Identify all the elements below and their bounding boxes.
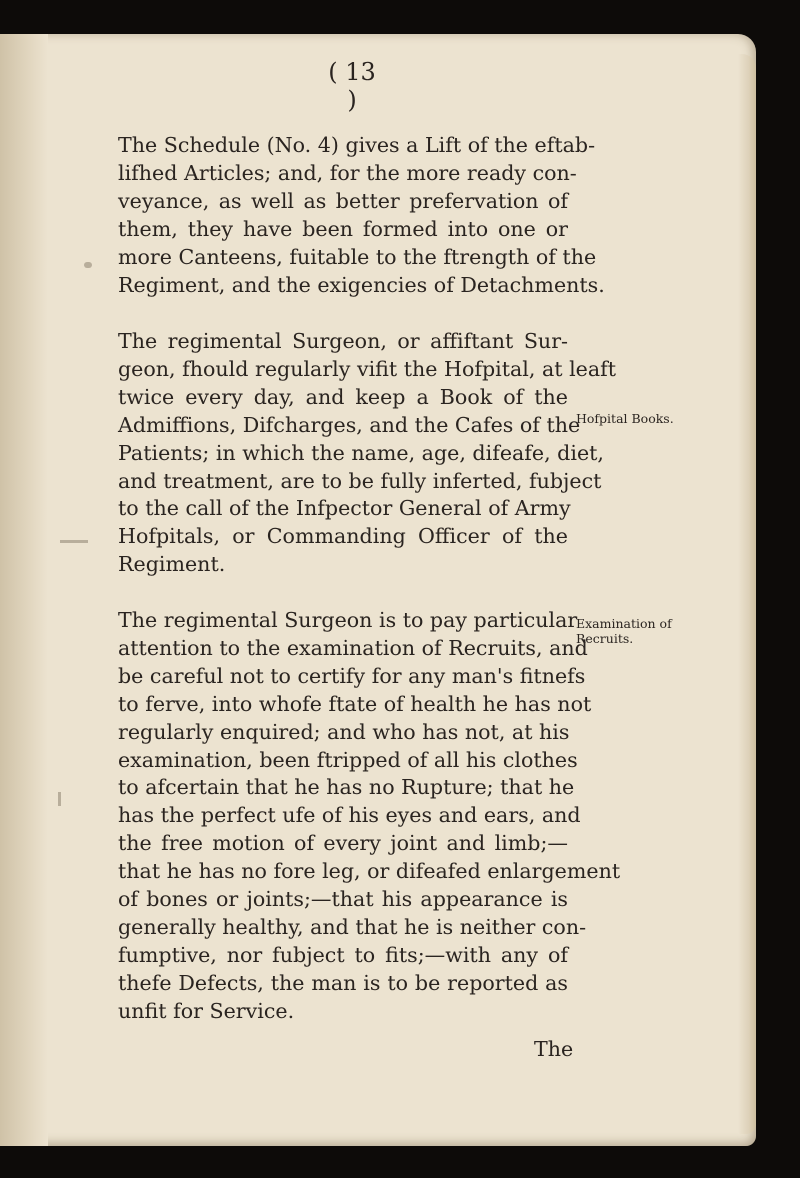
text-line: Admiffions, Difcharges, and the Cafes of the	[118, 412, 581, 437]
text-line: to the call of the Infpector General of Army	[118, 496, 571, 521]
text-line: attention to the examination of Recruits, and	[118, 635, 588, 660]
stain-mark	[84, 262, 92, 268]
page-gutter	[0, 34, 48, 1146]
text-line: veyance, as well as better prefervation of	[118, 188, 568, 213]
text-line: of bones or joints;—that his appearance is	[118, 887, 568, 912]
page-number: ( 13 )	[328, 58, 376, 114]
text-line: twice every day, and keep a Book of the	[118, 384, 568, 409]
text-line: lifhed Articles; and, for the more ready con-	[118, 160, 577, 185]
text-line: Hofpitals, or Commanding Officer of the	[118, 524, 568, 549]
paragraph-hospital-book	[118, 328, 617, 579]
text-line: The Schedule (No. 4) gives a Lift of the eftab-	[118, 133, 596, 157]
text-line: has the perfect ufe of his eyes and ears, and	[118, 803, 581, 828]
text-line: them, they have been formed into one or	[118, 216, 568, 241]
text-line: more Canteens, fuitable to the ftrength of the	[118, 244, 597, 269]
margin-note-line: Examination of	[576, 616, 672, 631]
text-line: Regiment.	[118, 552, 226, 577]
text-line: Patients; in which the name, age, difeafe, diet,	[118, 440, 604, 465]
margin-note-hospital-books: Hofpital Books.	[576, 411, 674, 426]
paragraph-recruits	[118, 607, 621, 1026]
text-line: and treatment, are to be fully inferted, fubject	[118, 468, 602, 493]
paragraph-schedule	[118, 132, 605, 299]
text-line: to afcertain that he has no Rupture; that he	[118, 775, 575, 800]
text-line: fumptive, nor fubject to fits;—with any of	[118, 942, 568, 967]
margin-note-examination	[576, 616, 696, 646]
text-line: the free motion of every joint and limb;—	[118, 831, 568, 856]
catchword: The	[534, 1037, 574, 1061]
text-line: geon, fhould regularly vifit the Hofpital, at leaft	[118, 356, 617, 381]
margin-note-line: Recruits.	[576, 631, 634, 646]
text-line: The regimental Surgeon, or affiftant Sur-	[118, 329, 568, 353]
page-edge	[738, 54, 756, 1134]
text-line: to ferve, into whofe ftate of health he has not	[118, 691, 592, 716]
text-line: unfit for Service.	[118, 998, 295, 1023]
text-line: that he has no fore leg, or difeafed enlargement	[118, 859, 621, 884]
text-line: examination, been ftripped of all his clothes	[118, 747, 578, 772]
text-line: The regimental Surgeon is to pay particular	[118, 608, 578, 632]
stain-mark	[60, 540, 88, 543]
text-line: regularly enquired; and who has not, at his	[118, 719, 570, 744]
text-line: Regiment, and the exigencies of Detachments.	[118, 272, 605, 297]
stain-mark	[58, 792, 61, 806]
text-line: thefe Defects, the man is to be reported as	[118, 970, 568, 995]
text-line: be careful not to certify for any man's fitnefs	[118, 663, 586, 688]
text-line: generally healthy, and that he is neither con-	[118, 914, 587, 939]
